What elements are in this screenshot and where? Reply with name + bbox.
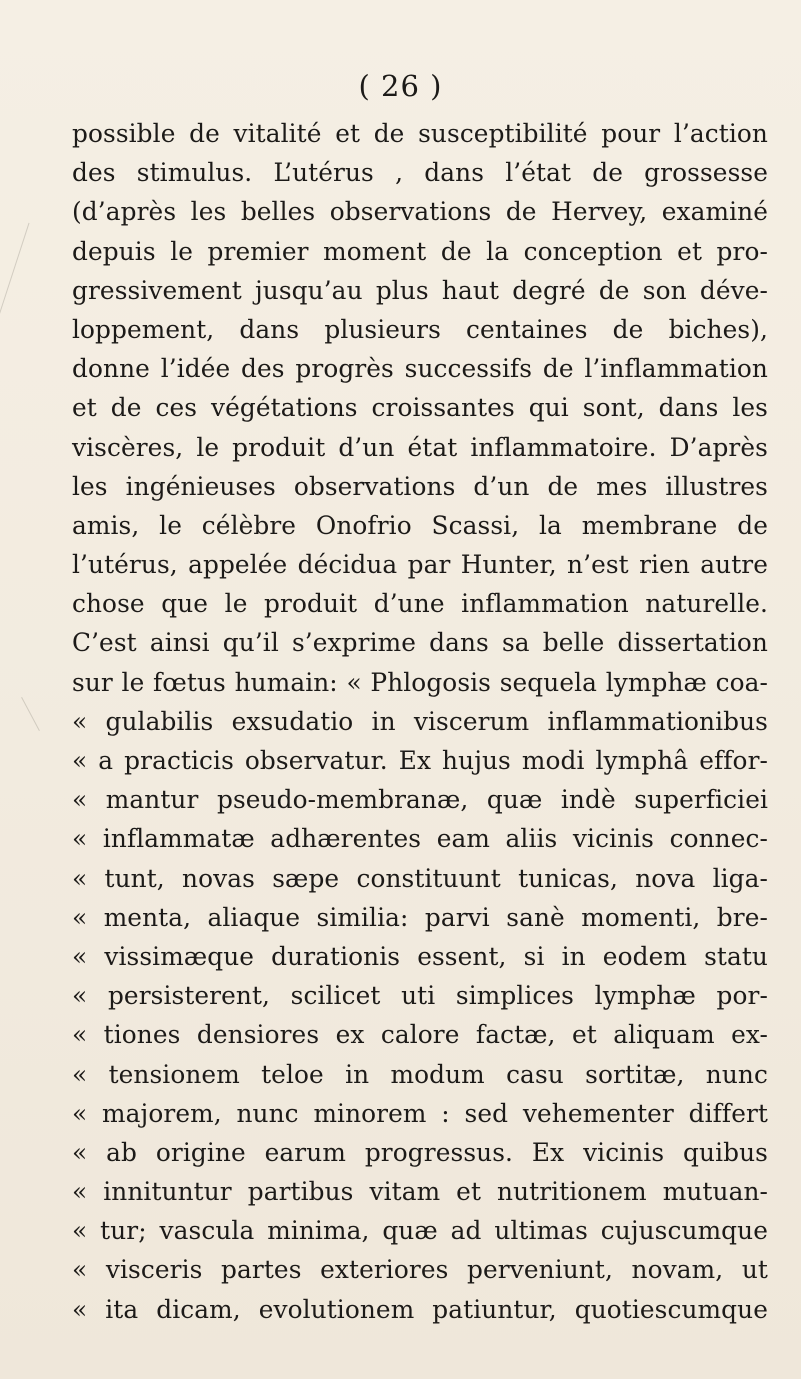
- text-line: loppement, dans plusieurs centaines de biches),: [72, 314, 768, 344]
- text-line: amis, le célèbre Onofrio Scassi, la membrane de: [72, 510, 768, 540]
- text-line: « ita dicam, evolutionem patiuntur, quotiescumque: [72, 1294, 768, 1324]
- text-line: « gulabilis exsudatio in viscerum inflammationibus: [72, 706, 768, 736]
- text-line: « vissimæque durationis essent, si in eodem statu: [72, 941, 768, 971]
- text-line: gressivement jusqu’au plus haut degré de son déve-: [72, 275, 768, 305]
- text-line: « majorem, nunc minorem : sed vehementer differt: [72, 1098, 768, 1128]
- text-line: depuis le premier moment de la conception et pro-: [72, 236, 768, 266]
- text-line: « menta, aliaque similia: parvi sanè momenti, bre-: [72, 902, 768, 932]
- text-line: sur le fœtus humain: « Phlogosis sequela lymphæ coa-: [72, 667, 768, 697]
- text-line: donne l’idée des progrès successifs de l’inflammation: [72, 354, 768, 384]
- text-line: viscères, le produit d’un état inflammatoire. D’après: [72, 432, 768, 462]
- text-line: chose que le produit d’une inflammation naturelle.: [72, 589, 768, 619]
- text-line: « ab origine earum progressus. Ex vicinis quibus: [72, 1137, 768, 1167]
- text-line: « tunt, novas sæpe constituunt tunicas, nova liga-: [72, 863, 768, 893]
- text-line: « tensionem teloe in modum casu sortitæ, nunc: [72, 1059, 768, 1089]
- text-line: « persisterent, scilicet uti simplices lymphæ por-: [72, 981, 768, 1011]
- text-line: C’est ainsi qu’il s’exprime dans sa belle dissertation: [72, 628, 768, 658]
- text-line: « innituntur partibus vitam et nutritionem mutuan-: [72, 1177, 768, 1207]
- text-line: « mantur pseudo-membranæ, quæ indè superficiei: [72, 785, 768, 815]
- paper-mark: [0, 223, 30, 337]
- text-line: « inflammatæ adhærentes eam aliis vicinis connec-: [72, 824, 768, 854]
- body-text: [72, 114, 768, 1329]
- text-line: des stimulus. L’utérus , dans l’état de grossesse: [72, 158, 768, 188]
- text-line: (d’après les belles observations de Hervey, examiné: [72, 197, 768, 227]
- text-line: possible de vitalité et de susceptibilité pour l’action: [72, 119, 768, 148]
- paper-mark: [21, 697, 40, 731]
- text-line: l’utérus, appelée décidua par Hunter, n’est rien autre: [72, 550, 768, 580]
- text-line: « a practicis observatur. Ex hujus modi lymphâ effor-: [72, 746, 768, 775]
- page-number: ( 26 ): [358, 69, 443, 103]
- text-line: et de ces végétations croissantes qui sont, dans les: [72, 393, 768, 423]
- text-line: « tiones densiores ex calore factæ, et aliquam ex-: [72, 1020, 768, 1050]
- text-line: « visceris partes exteriores perveniunt, novam, ut: [72, 1255, 768, 1285]
- text-line: « tur; vascula minima, quæ ad ultimas cujuscumque: [72, 1216, 768, 1246]
- text-line: les ingénieuses observations d’un de mes illustres: [72, 471, 768, 501]
